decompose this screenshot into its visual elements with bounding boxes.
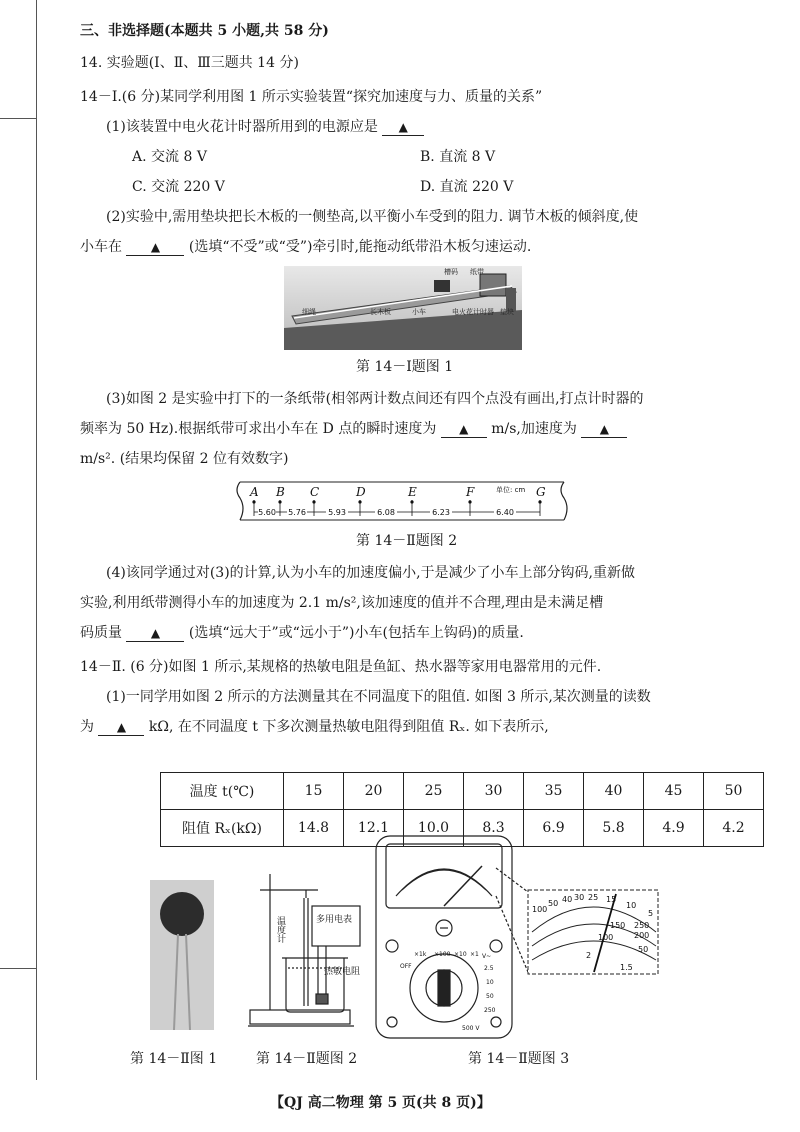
table-cell: 5.8 [584, 810, 644, 847]
table-cell: 14.8 [284, 810, 344, 847]
fig1-caption: 第 14－Ⅰ题图 1 [356, 359, 454, 375]
dial-x10: ×10 [454, 951, 467, 958]
table-cell: 6.9 [524, 810, 584, 847]
point-a: A [250, 485, 259, 499]
q14-1-3-line3: m/s². (结果均保留 2 位有效数字) [80, 451, 289, 467]
scale-50: 50 [548, 899, 559, 908]
table-cell: 10.0 [404, 810, 464, 847]
label-thermistor: 热敏电阻 [324, 967, 361, 977]
scale-1-5: 1.5 [620, 963, 633, 972]
answer-triangle: ▲ [116, 720, 127, 734]
line-text: 小车在 [80, 239, 122, 255]
dial-x100: ×100 [434, 951, 451, 958]
answer-blank [382, 119, 424, 136]
option-d: D. 直流 220 V [420, 179, 514, 195]
table-cell: 4.9 [644, 810, 704, 847]
scale-10: 10 [626, 901, 637, 910]
q14-1-4-line1: (4)该同学通过对(3)的计算,认为小车的加速度偏小,于是减少了小车上部分钩码,重新做 [106, 565, 636, 581]
segment-ab: 5.60 [258, 508, 276, 517]
table-row [161, 773, 764, 810]
table-cell: 35 [524, 773, 584, 810]
dial-x1: ×1 [470, 951, 479, 958]
option-c: C. 交流 220 V [132, 179, 225, 195]
dial-off: OFF [400, 963, 412, 970]
scale-40: 40 [562, 895, 573, 904]
q14-1-2-line2 [80, 236, 531, 256]
line-text: 为 [80, 719, 94, 735]
table-cell: 45 [644, 773, 704, 810]
q14-1-4-line3 [80, 622, 524, 642]
line-text: (选填“不受”或“受”)牵引时,能拖动纸带沿木板匀速运动. [188, 239, 532, 255]
q14-1-3-line1: (3)如图 2 是实验中打下的一条纸带(相邻两计数点间还有四个点没有画出,打点计时器的 [106, 391, 644, 407]
answer-blank [581, 421, 627, 438]
scale-200: 200 [634, 931, 650, 940]
scale-250: 250 [634, 921, 650, 930]
scale-5: 5 [648, 909, 654, 918]
table-cell: 15 [284, 773, 344, 810]
table-header-cell: 阻值 Rₓ(kΩ) [161, 810, 284, 847]
line-text: kΩ, 在不同温度 t 下多次测量热敏电阻得到阻值 Rₓ. 如下表所示, [148, 719, 549, 735]
label-sheng: 细绳 [302, 308, 316, 316]
q14-title: 14. 实验题(Ⅰ、Ⅱ、Ⅲ三题共 14 分) [80, 55, 299, 71]
answer-triangle: ▲ [599, 422, 609, 436]
q14-1-4-line2: 实验,利用纸带测得小车的加速度为 2.1 m/s²,该加速度的值并不合理,理由是未满足槽 [80, 595, 604, 611]
table-header-cell: 温度 t(℃) [161, 773, 284, 810]
segment-bc: 5.76 [288, 508, 306, 517]
label-thermometer: 温度计 [275, 916, 285, 943]
q14-1-1-stem [106, 116, 424, 136]
segment-ef: 6.23 [432, 508, 450, 517]
scale-2: 2 [586, 951, 592, 960]
binding-margin-line [36, 0, 37, 1080]
label-diankuai: 垫块 [500, 308, 514, 316]
option-b: B. 直流 8 V [420, 149, 496, 165]
segment-cd: 5.93 [328, 508, 346, 517]
table-cell: 40 [584, 773, 644, 810]
q14-part2-intro: 14－Ⅱ. (6 分)如图 1 所示,某规格的热敏电阻是鱼缸、热水器等家用电器常用的元件. [80, 659, 602, 675]
margin-tick-top [0, 118, 36, 119]
q14-part1-intro: 14－Ⅰ.(6 分)某同学利用图 1 所示实验装置“探究加速度与力、质量的关系” [80, 89, 543, 105]
segment-de: 6.08 [377, 508, 395, 517]
answer-blank [441, 421, 487, 438]
thermistor-photo [150, 880, 214, 1030]
q14-2-1-line1: (1)一同学用如图 2 所示的方法测量其在不同温度下的阻值. 如图 3 所示,某次测量的读数 [106, 689, 651, 705]
answer-triangle: ▲ [459, 422, 469, 436]
point-d: D [356, 485, 366, 499]
segment-fg: 6.40 [496, 508, 514, 517]
point-f: F [466, 485, 475, 499]
tape-unit: 单位: cm [496, 486, 526, 494]
dial-2-5: 2.5 [484, 965, 494, 972]
answer-blank [126, 625, 184, 642]
answer-blank [126, 239, 184, 256]
answer-blank [98, 719, 144, 736]
table-cell: 20 [344, 773, 404, 810]
fig-ii-2-caption: 第 14－Ⅱ题图 2 [256, 1051, 358, 1067]
fig2-caption: 第 14－Ⅱ题图 2 [356, 533, 458, 549]
table-cell: 8.3 [464, 810, 524, 847]
dial-250: 250 [484, 1007, 496, 1014]
point-g: G [536, 485, 546, 499]
answer-triangle: ▲ [150, 240, 161, 254]
line-text: 码质量 [80, 625, 122, 641]
table-cell: 4.2 [704, 810, 764, 847]
scale-15: 15 [606, 895, 617, 904]
fig-ii-3-caption: 第 14－Ⅱ题图 3 [468, 1051, 570, 1067]
q14-1-2-line1: (2)实验中,需用垫块把长木板的一侧垫高,以平衡小车受到的阻力. 调节木板的倾斜度,使 [106, 209, 639, 225]
section-title: 三、非选择题(本题共 5 小题,共 58 分) [80, 23, 329, 39]
q14-1-3-line2 [80, 418, 627, 438]
page-footer: 【QJ 高二物理 第 5 页(共 8 页)】 [270, 1095, 491, 1111]
point-e: E [408, 485, 417, 499]
dial-10: 10 [486, 979, 494, 986]
stem-text: (1)该装置中电火花计时器所用到的电源应是 [106, 119, 378, 135]
apparatus-photo [284, 266, 522, 350]
scale-25: 25 [588, 893, 599, 902]
answer-triangle: ▲ [150, 626, 161, 640]
scale-50-mid: 50 [638, 945, 649, 954]
scale-150: 150 [610, 921, 626, 930]
line-text: m/s,加速度为 [491, 421, 577, 437]
table-cell: 12.1 [344, 810, 404, 847]
dial-500v: 500 V [462, 1025, 480, 1032]
label-caoma: 槽码 [444, 268, 458, 276]
answer-triangle: ▲ [398, 120, 408, 134]
label-multimeter: 多用电表 [316, 915, 353, 925]
line-text: (选填“远大于”或“远小于”)小车(包括车上钩码)的质量. [188, 625, 524, 641]
table-cell: 50 [704, 773, 764, 810]
point-b: B [276, 485, 285, 499]
fig-ii-1-caption: 第 14－Ⅱ图 1 [130, 1051, 218, 1067]
label-xiaoche: 小车 [412, 308, 426, 316]
label-changmuban: 长木板 [370, 308, 391, 316]
q14-2-1-line2 [80, 716, 549, 736]
label-zhidai: 纸带 [470, 268, 484, 276]
margin-tick-bottom [0, 968, 36, 969]
point-c: C [310, 485, 320, 499]
label-timer: 电火花计时器 [452, 308, 494, 316]
scale-100: 100 [532, 905, 548, 914]
scale-30: 30 [574, 893, 585, 902]
beaker-setup-diagram [246, 868, 370, 1034]
multimeter-diagram [372, 832, 664, 1042]
dial-50: 50 [486, 993, 494, 1000]
scale-100-mid: 100 [598, 933, 614, 942]
dial-vac: V~ [482, 953, 492, 960]
dial-x1k: ×1k [414, 951, 427, 958]
paper-tape-diagram [232, 478, 572, 524]
line-text: 频率为 50 Hz).根据纸带可求出小车在 D 点的瞬时速度为 [80, 421, 437, 437]
option-a: A. 交流 8 V [132, 149, 207, 165]
table-cell: 25 [404, 773, 464, 810]
table-cell: 30 [464, 773, 524, 810]
